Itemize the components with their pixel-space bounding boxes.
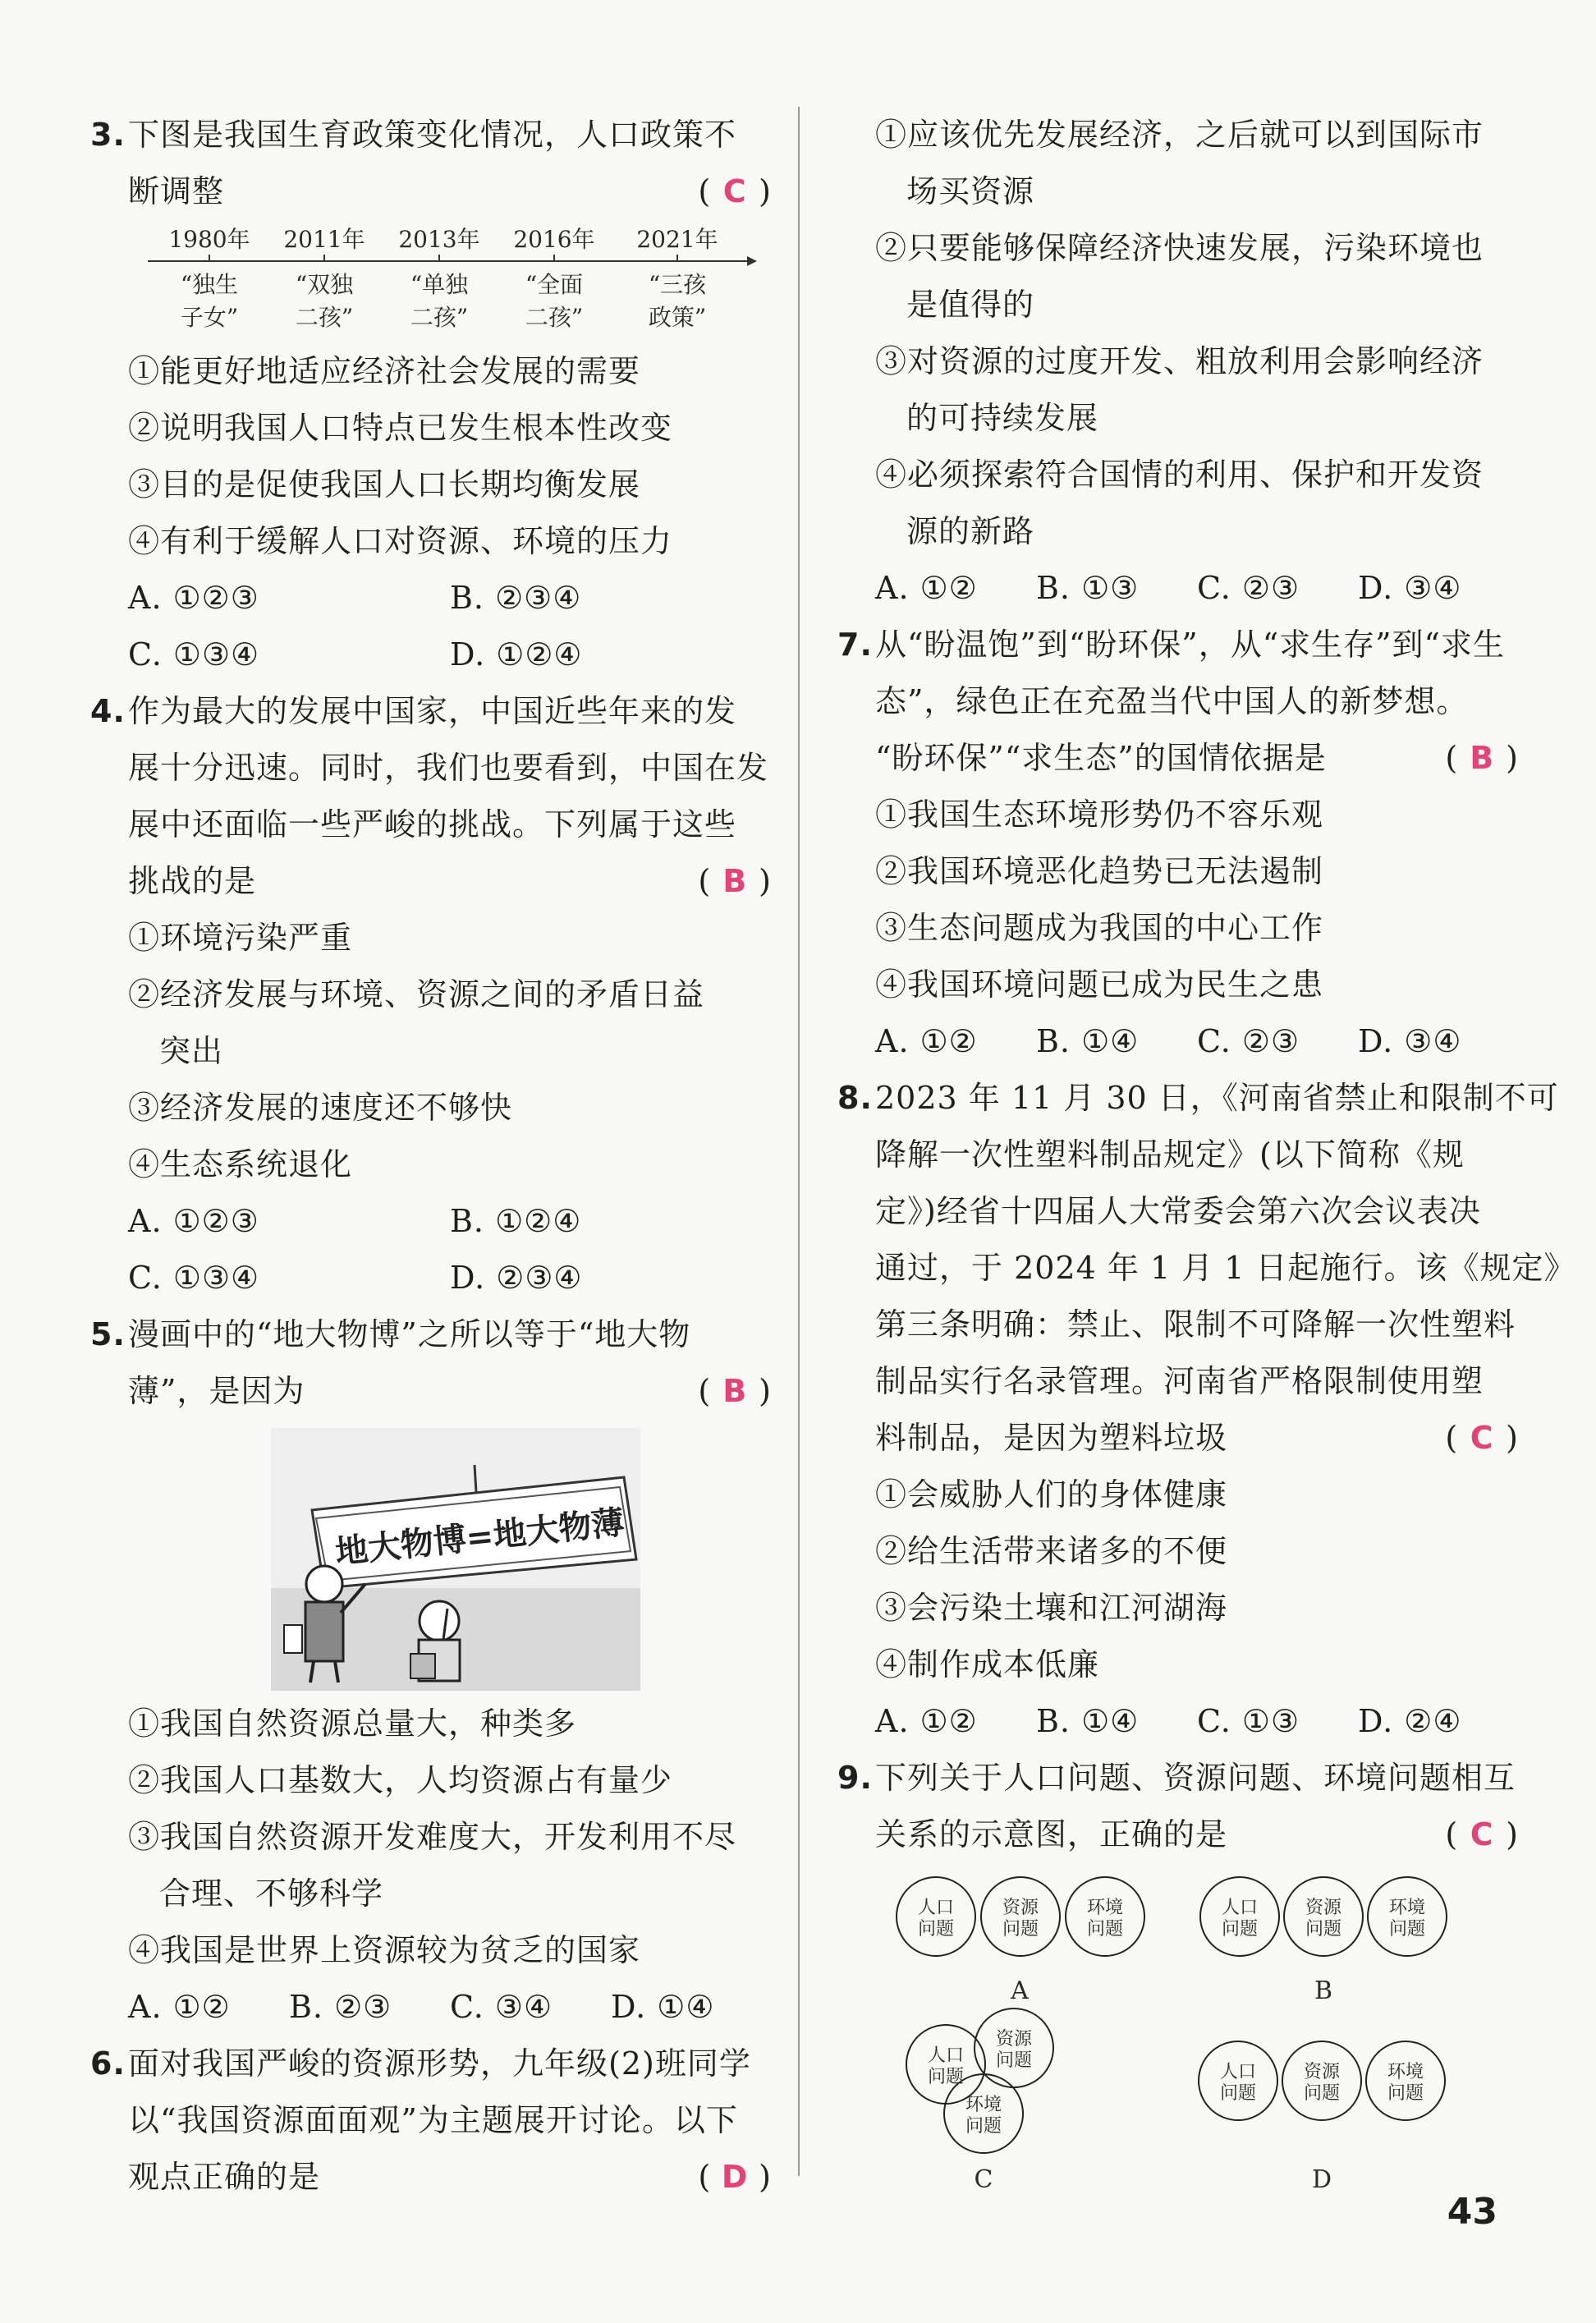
question-text: 2023 年 11 月 30 日，《河南省禁止和限制不可 — [875, 1080, 1559, 1116]
answer-bracket: ( C ) — [698, 163, 772, 220]
venn-option-label[interactable]: D — [1311, 2165, 1332, 2194]
venn-diagrams — [837, 1863, 1519, 2208]
answer-letter: B — [722, 863, 748, 899]
choice-c[interactable]: C. ①③④ — [128, 1260, 260, 1296]
question-number: 9. — [837, 1760, 873, 1796]
question-text: 挑战的是 — [128, 863, 257, 899]
option-item: 场买资源 — [906, 173, 1035, 209]
venn-circle-label: 人口 — [1221, 1898, 1259, 1918]
choice-c[interactable]: C. ①③ — [1197, 1703, 1300, 1739]
question-text: 面对我国严峻的资源形势，九年级(2)班同学 — [128, 2045, 751, 2082]
question-text: 展十分迅速。同时，我们也要看到，中国在发 — [128, 750, 769, 786]
question-text: 第三条明确：禁止、限制不可降解一次性塑料 — [875, 1306, 1516, 1343]
choice-a[interactable]: A. ①②③ — [128, 1203, 259, 1239]
option-item: ④我国环境问题已成为民生之患 — [875, 966, 1324, 1003]
venn-circle-label: 人口 — [917, 1898, 955, 1918]
question-text: 降解一次性塑料制品规定》(以下简称《规 — [875, 1136, 1465, 1173]
choice-c[interactable]: C. ③④ — [450, 1989, 553, 2025]
venn-circle-label: 问题 — [1086, 1919, 1124, 1940]
answer-bracket: ( B ) — [698, 853, 772, 910]
question-number: 3. — [90, 117, 126, 153]
question-text: 下列关于人口问题、资源问题、环境问题相互 — [875, 1760, 1516, 1796]
timeline-arrow-icon — [747, 256, 757, 266]
question-text: 展中还面临一些严峻的挑战。下列属于这些 — [128, 806, 737, 842]
choice-a[interactable]: A. ①② — [875, 570, 978, 606]
choice-b[interactable]: B. ①④ — [1036, 1023, 1140, 1059]
option-item: 的可持续发展 — [906, 400, 1099, 436]
venn-option-label[interactable]: C — [974, 2165, 993, 2194]
right-column — [837, 107, 1576, 2208]
choice-d[interactable]: D. ②③④ — [450, 1260, 583, 1296]
option-item: ③生态问题成为我国的中心工作 — [875, 910, 1324, 946]
venn-circle-label: 环境 — [965, 2095, 1002, 2115]
choice-a[interactable]: A. ①② — [875, 1703, 978, 1739]
question-number: 7. — [837, 627, 873, 663]
answer-bracket: ( B ) — [1445, 730, 1519, 787]
option-item: ④制作成本低廉 — [875, 1646, 1100, 1683]
option-item: ④有利于缓解人口对资源、环境的压力 — [128, 523, 673, 559]
venn-circle-label: 环境 — [1388, 1898, 1426, 1918]
question-8 — [837, 1070, 1576, 1750]
choice-c[interactable]: C. ②③ — [1197, 1023, 1300, 1059]
option-item: ②只要能够保障经济快速发展，污染环境也 — [875, 230, 1484, 266]
choice-d[interactable]: D. ①②④ — [450, 636, 583, 673]
choices — [90, 627, 772, 683]
choice-b[interactable]: B. ②③ — [289, 1989, 392, 2025]
timeline-policy: 二孩” — [410, 304, 469, 331]
option-item: 源的新路 — [906, 513, 1035, 549]
question-text: 从“盼温饱”到“盼环保”，从“求生存”到“求生 — [875, 627, 1505, 663]
choice-d[interactable]: D. ③④ — [1358, 570, 1462, 606]
choices — [90, 1193, 772, 1250]
question-text: 态”，绿色正在充盈当代中国人的新梦想。 — [875, 683, 1469, 719]
cartoon-image — [90, 1420, 772, 1696]
venn-circle-label: 资源 — [995, 2029, 1033, 2050]
question-text: “盼环保”“求生态”的国情依据是 — [875, 740, 1327, 776]
choice-a[interactable]: A. ①②③ — [128, 580, 259, 616]
question-text: 料制品，是因为塑料垃圾 — [875, 1420, 1228, 1456]
option-item: 是值得的 — [906, 287, 1035, 323]
policy-timeline — [90, 220, 772, 343]
venn-circle-label: 问题 — [1305, 1919, 1342, 1940]
timeline-policy: “全面 — [525, 271, 584, 298]
option-item: ①环境污染严重 — [128, 920, 353, 956]
question-text: 关系的示意图，正确的是 — [875, 1816, 1228, 1852]
venn-circle-label: 问题 — [1219, 2083, 1257, 2104]
venn-circle-label: 人口 — [1219, 2062, 1257, 2082]
option-item: ③经济发展的速度还不够快 — [128, 1090, 513, 1126]
option-item: ②经济发展与环境、资源之间的矛盾日益 — [128, 976, 705, 1012]
venn-circle-label: 问题 — [965, 2116, 1002, 2137]
question-number: 6. — [90, 2045, 126, 2082]
choice-b[interactable]: B. ①③ — [1036, 570, 1140, 606]
choices — [837, 1693, 1519, 1750]
question-text: 断调整 — [128, 173, 225, 209]
option-item: ①我国自然资源总量大，种类多 — [128, 1706, 577, 1742]
venn-circle-label: 人口 — [927, 2045, 965, 2066]
venn-option-label[interactable]: B — [1314, 1976, 1333, 2005]
question-text: 制品实行名录管理。河南省严格限制使用塑 — [875, 1363, 1484, 1399]
option-item: ②我国环境恶化趋势已无法遏制 — [875, 853, 1324, 889]
choice-b[interactable]: B. ①②④ — [450, 1203, 582, 1239]
timeline-year: 2013年 — [398, 226, 480, 253]
option-item: ①应该优先发展经济，之后就可以到国际市 — [875, 117, 1484, 153]
option-item: ④生态系统退化 — [128, 1146, 353, 1182]
option-item: ①我国生态环境形势仍不容乐观 — [875, 797, 1324, 833]
choice-c[interactable]: C. ②③ — [1197, 570, 1300, 606]
question-text: 作为最大的发展中国家，中国近些年来的发 — [128, 693, 737, 729]
answer-letter: B — [1470, 740, 1495, 776]
choice-b[interactable]: B. ①④ — [1036, 1703, 1140, 1739]
question-number: 5. — [90, 1316, 126, 1352]
cartoon-sign-text: 地大物博=地大物薄 — [333, 1503, 626, 1572]
venn-circle-label: 问题 — [927, 2067, 965, 2087]
venn-circle-label: 环境 — [1387, 2062, 1424, 2082]
page-number: 43 — [1447, 2191, 1497, 2233]
venn-circle-label: 资源 — [1303, 2062, 1341, 2082]
question-number: 8. — [837, 1080, 873, 1116]
left-column — [90, 107, 772, 2206]
timeline-year: 1980年 — [168, 226, 250, 253]
timeline-year: 2016年 — [513, 226, 595, 253]
timeline-policy: “单独 — [410, 271, 469, 298]
option-item: ①会威胁人们的身体健康 — [875, 1476, 1228, 1513]
option-item: ④我国是世界上资源较为贫乏的国家 — [128, 1932, 641, 1968]
timeline-policy: “三孩 — [648, 271, 707, 298]
question-3 — [90, 107, 772, 683]
question-text: 漫画中的“地大物博”之所以等于“地大物 — [128, 1316, 691, 1352]
choices — [837, 560, 1519, 617]
answer-letter: C — [1470, 1420, 1494, 1456]
question-text: 薄”，是因为 — [128, 1373, 305, 1409]
venn-circle-label: 问题 — [1387, 2083, 1424, 2104]
choice-b[interactable]: B. ②③④ — [450, 580, 582, 616]
venn-circle-label: 问题 — [1303, 2083, 1341, 2104]
timeline-policy: “独生 — [180, 271, 239, 298]
choice-c[interactable]: C. ①③④ — [128, 636, 260, 673]
question-number: 4. — [90, 693, 126, 729]
option-item: 合理、不够科学 — [159, 1875, 384, 1912]
question-5 — [90, 1306, 772, 2036]
option-item: 突出 — [159, 1033, 224, 1069]
timeline-policy: 政策” — [648, 304, 707, 331]
choices — [90, 1250, 772, 1306]
choice-d[interactable]: D. ②④ — [1358, 1703, 1462, 1739]
answer-letter: C — [1470, 1816, 1494, 1852]
choice-a[interactable]: A. ①② — [875, 1023, 978, 1059]
choices — [90, 1979, 772, 2036]
answer-bracket: ( C ) — [1445, 1410, 1519, 1467]
question-7 — [837, 617, 1519, 1070]
question-9 — [837, 1750, 1519, 2208]
timeline-year: 2011年 — [283, 226, 365, 253]
column-divider — [798, 107, 800, 2176]
option-item: ③目的是促使我国人口长期均衡发展 — [128, 466, 641, 503]
timeline-policy: “双独 — [295, 271, 354, 298]
answer-letter: D — [721, 2159, 749, 2195]
option-item: ④必须探索符合国情的利用、保护和开发资 — [875, 457, 1484, 493]
question-4 — [90, 683, 772, 1306]
option-item: ③会污染土壤和江河湖海 — [875, 1590, 1228, 1626]
venn-circle-label: 环境 — [1086, 1898, 1124, 1918]
question-6 — [90, 2036, 772, 2206]
answer-letter: C — [722, 173, 747, 209]
option-item: ③我国自然资源开发难度大，开发利用不尽 — [128, 1819, 737, 1855]
answer-letter: B — [722, 1373, 748, 1409]
timeline-policy: 子女” — [180, 304, 239, 331]
question-text: 观点正确的是 — [128, 2159, 321, 2195]
answer-bracket: ( B ) — [698, 1363, 772, 1420]
choices — [837, 1013, 1519, 1070]
venn-circle-label: 问题 — [917, 1919, 955, 1940]
option-item: ②说明我国人口特点已发生根本性改变 — [128, 410, 673, 446]
choice-a[interactable]: A. ①② — [128, 1989, 231, 2025]
option-item: ①能更好地适应经济社会发展的需要 — [128, 353, 641, 389]
question-text: 以“我国资源面面观”为主题展开讨论。以下 — [128, 2102, 738, 2138]
venn-circle-label: 资源 — [1305, 1898, 1342, 1918]
answer-bracket: ( D ) — [698, 2149, 772, 2206]
option-item: ②我国人口基数大，人均资源占有量少 — [128, 1762, 673, 1798]
question-6-options — [837, 107, 1519, 617]
timeline-policy: 二孩” — [525, 304, 584, 331]
venn-option-label[interactable]: A — [1011, 1976, 1029, 2005]
choice-d[interactable]: D. ①④ — [611, 1989, 715, 2025]
venn-circle-label: 问题 — [995, 2050, 1033, 2071]
choice-d[interactable]: D. ③④ — [1358, 1023, 1462, 1059]
choices — [90, 570, 772, 627]
question-text: 通过，于 2024 年 1 月 1 日起施行。该《规定》 — [875, 1250, 1576, 1286]
timeline-policy: 二孩” — [295, 304, 354, 331]
answer-bracket: ( C ) — [1445, 1807, 1519, 1863]
venn-circle-label: 问题 — [1388, 1919, 1426, 1940]
venn-circle-label: 问题 — [1002, 1919, 1039, 1940]
venn-circle-label: 资源 — [1002, 1898, 1039, 1918]
option-item: ③对资源的过度开发、粗放利用会影响经济 — [875, 343, 1484, 379]
option-item: ②给生活带来诸多的不便 — [875, 1533, 1228, 1569]
question-text: 下图是我国生育政策变化情况，人口政策不 — [128, 117, 737, 153]
question-text: 定》)经省十四届人大常委会第六次会议表决 — [875, 1193, 1481, 1229]
venn-circle-label: 问题 — [1221, 1919, 1259, 1940]
timeline-year: 2021年 — [636, 226, 718, 253]
